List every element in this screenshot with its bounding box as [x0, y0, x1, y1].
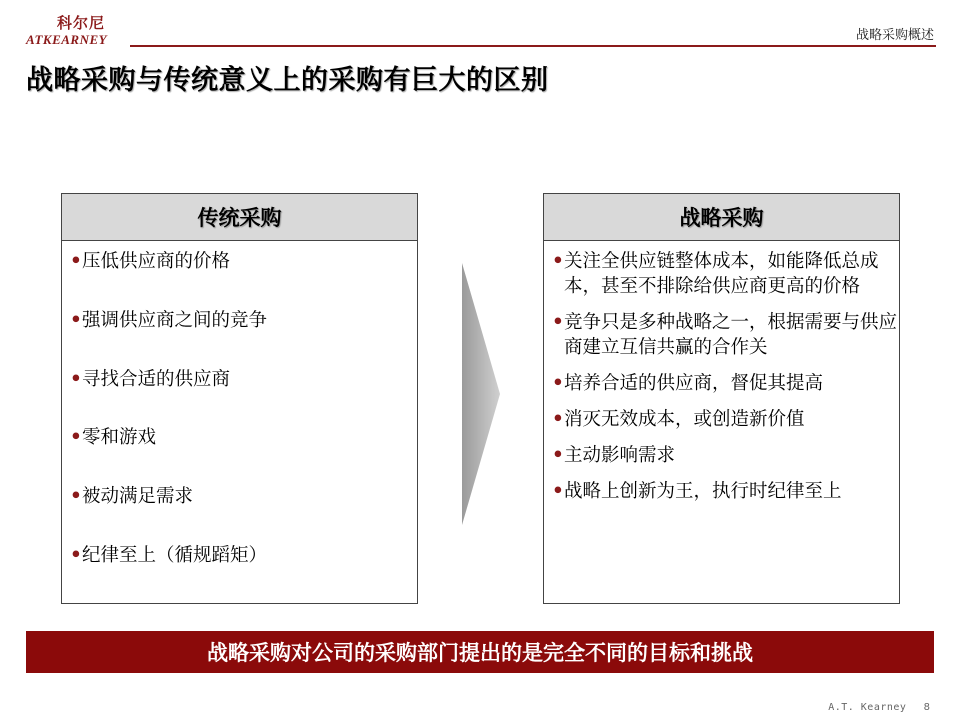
- strategic-procurement-box: [543, 193, 900, 604]
- bullet-icon: •: [70, 251, 82, 272]
- list-item: [552, 407, 897, 432]
- list-item: [70, 367, 411, 426]
- list-item-text: 竞争只是多种战略之一，根据需要与供应商建立互信共赢的合作关: [564, 312, 898, 358]
- list-item-text: 寻找合适的供应商: [82, 368, 231, 390]
- page-title: 战略采购与传统意义上的采购有巨大的区别: [26, 65, 549, 96]
- list-item: [552, 443, 897, 468]
- traditional-procurement-list: [62, 241, 417, 602]
- list-item: [552, 249, 897, 299]
- logo-english-text: ATKEARNEY: [26, 32, 108, 47]
- header-divider: [130, 45, 936, 47]
- list-item: [70, 425, 411, 484]
- list-item-text: 零和游戏: [82, 427, 157, 449]
- bullet-icon: •: [70, 427, 82, 449]
- list-item-text: 主动影响需求: [564, 445, 676, 466]
- list-item-text: 被动满足需求: [82, 486, 194, 508]
- bullet-icon: •: [552, 409, 564, 430]
- page-number: 8: [923, 702, 930, 713]
- list-item: [552, 479, 897, 504]
- bullet-icon: •: [552, 312, 564, 333]
- logo-chinese-text: 科尔尼: [56, 14, 105, 32]
- bullet-icon: •: [70, 368, 82, 390]
- list-item: [552, 371, 897, 396]
- bullet-icon: •: [552, 445, 564, 466]
- bullet-icon: •: [552, 481, 564, 502]
- bullet-icon: •: [552, 251, 564, 272]
- list-item: [70, 308, 411, 367]
- footer-brand: A.T. Kearney: [828, 702, 907, 713]
- list-item: [70, 543, 411, 602]
- conclusion-banner: 战略采购对公司的采购部门提出的是完全不同的目标和挑战: [26, 631, 934, 673]
- bullet-icon: •: [70, 309, 82, 331]
- strategic-procurement-list: [544, 241, 899, 504]
- list-item-text: 纪律至上（循规蹈矩）: [82, 544, 268, 566]
- traditional-procurement-title: 传统采购: [62, 194, 417, 241]
- bullet-icon: •: [70, 544, 82, 566]
- list-item-text: 关注全供应链整体成本，如能降低总成本，甚至不排除给供应商更高的价格: [564, 251, 879, 297]
- list-item-text: 强调供应商之间的竞争: [82, 309, 268, 331]
- list-item-text: 培养合适的供应商，督促其提高: [564, 373, 824, 394]
- list-item-text: 压低供应商的价格: [82, 251, 231, 272]
- list-item-text: 消灭无效成本，或创造新价值: [564, 409, 805, 430]
- bullet-icon: •: [70, 486, 82, 508]
- list-item: [70, 249, 411, 308]
- list-item: [70, 484, 411, 543]
- company-logo: [26, 14, 136, 47]
- traditional-procurement-box: [61, 193, 418, 604]
- bullet-icon: •: [552, 373, 564, 394]
- footer: [828, 702, 930, 713]
- list-item: [552, 310, 897, 360]
- section-label: 战略采购概述: [855, 28, 934, 43]
- list-item-text: 战略上创新为王，执行时纪律至上: [564, 481, 842, 502]
- chevron-right-icon: [462, 263, 500, 525]
- strategic-procurement-title: 战略采购: [544, 194, 899, 241]
